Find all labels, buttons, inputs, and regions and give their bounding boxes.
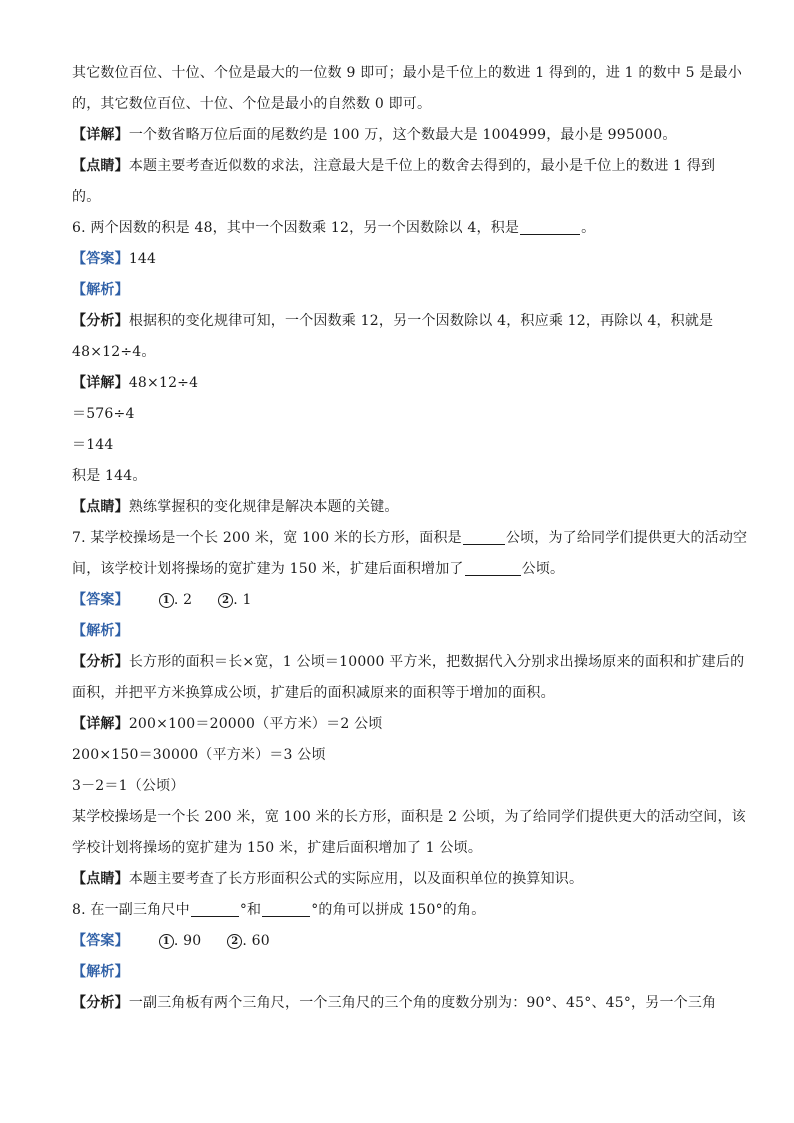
analysis-tag: 【解析】 [72, 282, 129, 298]
question-8-text: °和 [239, 902, 262, 918]
answer-value: . 60 [242, 933, 270, 949]
text-line: 某学校操场是一个长 200 米，宽 100 米的长方形，面积是 2 公顷，为了给同学们提供更大的活动空间，该 [72, 809, 746, 825]
detail-line [72, 368, 724, 399]
detail-line [72, 120, 724, 151]
question-7-text: 公顷，为了给同学们提供更大的活动空 [505, 530, 748, 546]
remark-line [72, 864, 724, 895]
remark-line [72, 151, 724, 182]
answer-tag: 【答案】 [72, 251, 129, 267]
remark-line [72, 492, 724, 523]
text-line: 的，其它数位百位、十位、个位是最小的自然数 0 即可。 [72, 96, 432, 112]
analysis-heading [72, 616, 724, 647]
question-8-text: 8. 在一副三角尺中 [72, 902, 190, 918]
document-page [72, 58, 748, 1019]
answer-value: 144 [128, 251, 157, 267]
calc-step: 积是 144。 [72, 468, 147, 484]
remark-tag: 【点睛】 [72, 499, 129, 515]
detail-tag: 【详解】 [72, 127, 129, 143]
answer-value: . 90 [173, 933, 202, 949]
answer-line [72, 585, 724, 616]
calc-step: ＝576÷4 [72, 406, 135, 422]
remark-tag: 【点睛】 [72, 871, 129, 887]
answer-value: . 1 [233, 592, 252, 608]
detail-text: 一个数省略万位后面的尾数约是 100 万，这个数最大是 1004999，最小是 995000。 [128, 127, 677, 143]
question-7 [72, 523, 748, 554]
circled-number: 1 [159, 934, 174, 949]
answer-tag: 【答案】 [72, 933, 129, 949]
answer-blank [465, 559, 521, 576]
answer-line [72, 926, 724, 957]
calc-step: 3－2＝1（公顷） [72, 778, 185, 794]
remark-text: 本题主要考查近似数的求法，注意最大是千位上的数舍去得到的，最小是千位上的数进 1 得到 [128, 158, 716, 174]
question-6 [72, 213, 724, 244]
answer-blank [520, 218, 580, 235]
analysis-heading [72, 957, 724, 988]
detail-tag: 【详解】 [72, 716, 129, 732]
reasoning-text: 长方形的面积＝长×宽，1 公顷＝10000 平方米，把数据代入分别求出操场原来的面积和扩建后的 [128, 654, 745, 670]
circled-number: 1 [159, 593, 174, 608]
question-7-text: 公顷。 [521, 561, 565, 577]
reasoning-line [72, 647, 745, 678]
question-6-end: 。 [581, 220, 596, 236]
answer-blank [463, 528, 505, 545]
remark-text: 熟练掌握积的变化规律是解决本题的关键。 [128, 499, 399, 515]
question-8-text: °的角可以拼成 150°的角。 [311, 902, 486, 918]
text-line: 学校计划将操场的宽扩建为 150 米，扩建后面积增加了 1 公顷。 [72, 840, 483, 856]
calc-step: 200×150＝30000（平方米）＝3 公顷 [72, 747, 326, 763]
circled-number: 2 [218, 593, 233, 608]
detail-line [72, 709, 724, 740]
reasoning-tag: 【分析】 [72, 654, 129, 670]
analysis-heading [72, 275, 724, 306]
reasoning-text: 一副三角板有两个三角尺，一个三角尺的三个角的度数分别为：90°、45°、45°，另一个三角 [128, 995, 717, 1011]
text-line: 48×12÷4。 [72, 344, 156, 360]
question-8 [72, 895, 724, 926]
reasoning-line [72, 988, 724, 1019]
reasoning-tag: 【分析】 [72, 313, 129, 329]
answer-blank [191, 900, 239, 917]
text-line: 面积，并把平方米换算成公顷，扩建后的面积减原来的面积等于增加的面积。 [72, 685, 555, 701]
question-7-text: 间，该学校计划将操场的宽扩建为 150 米，扩建后面积增加了 [72, 561, 464, 577]
circled-number: 2 [227, 934, 242, 949]
analysis-tag: 【解析】 [72, 623, 129, 639]
remark-text: 本题主要考查了长方形面积公式的实际应用，以及面积单位的换算知识。 [128, 871, 584, 887]
text-line: 其它数位百位、十位、个位是最大的一位数 9 即可；最小是千位上的数进 1 得到的，进 1 的数中 5 是最小 [72, 65, 743, 81]
analysis-tag: 【解析】 [72, 964, 129, 980]
answer-blank [262, 900, 310, 917]
text-line: 的。 [72, 189, 101, 205]
remark-tag: 【点睛】 [72, 158, 129, 174]
reasoning-tag: 【分析】 [72, 995, 129, 1011]
reasoning-line [72, 306, 724, 337]
answer-value: . 2 [173, 592, 193, 608]
detail-tag: 【详解】 [72, 375, 129, 391]
question-7-text: 7. 某学校操场是一个长 200 米，宽 100 米的长方形，面积是 [72, 530, 462, 546]
answer-tag: 【答案】 [72, 592, 129, 608]
question-6-text: 6. 两个因数的积是 48，其中一个因数乘 12，另一个因数除以 4，积是 [72, 220, 520, 236]
detail-text: 200×100＝20000（平方米）＝2 公顷 [128, 716, 383, 732]
question-7-cont [72, 554, 724, 585]
calc-step: ＝144 [72, 437, 114, 453]
detail-text: 48×12÷4 [128, 375, 199, 391]
reasoning-text: 根据积的变化规律可知，一个因数乘 12，另一个因数除以 4，积应乘 12，再除以 4，积就是 [128, 313, 714, 329]
answer-line [72, 244, 724, 275]
